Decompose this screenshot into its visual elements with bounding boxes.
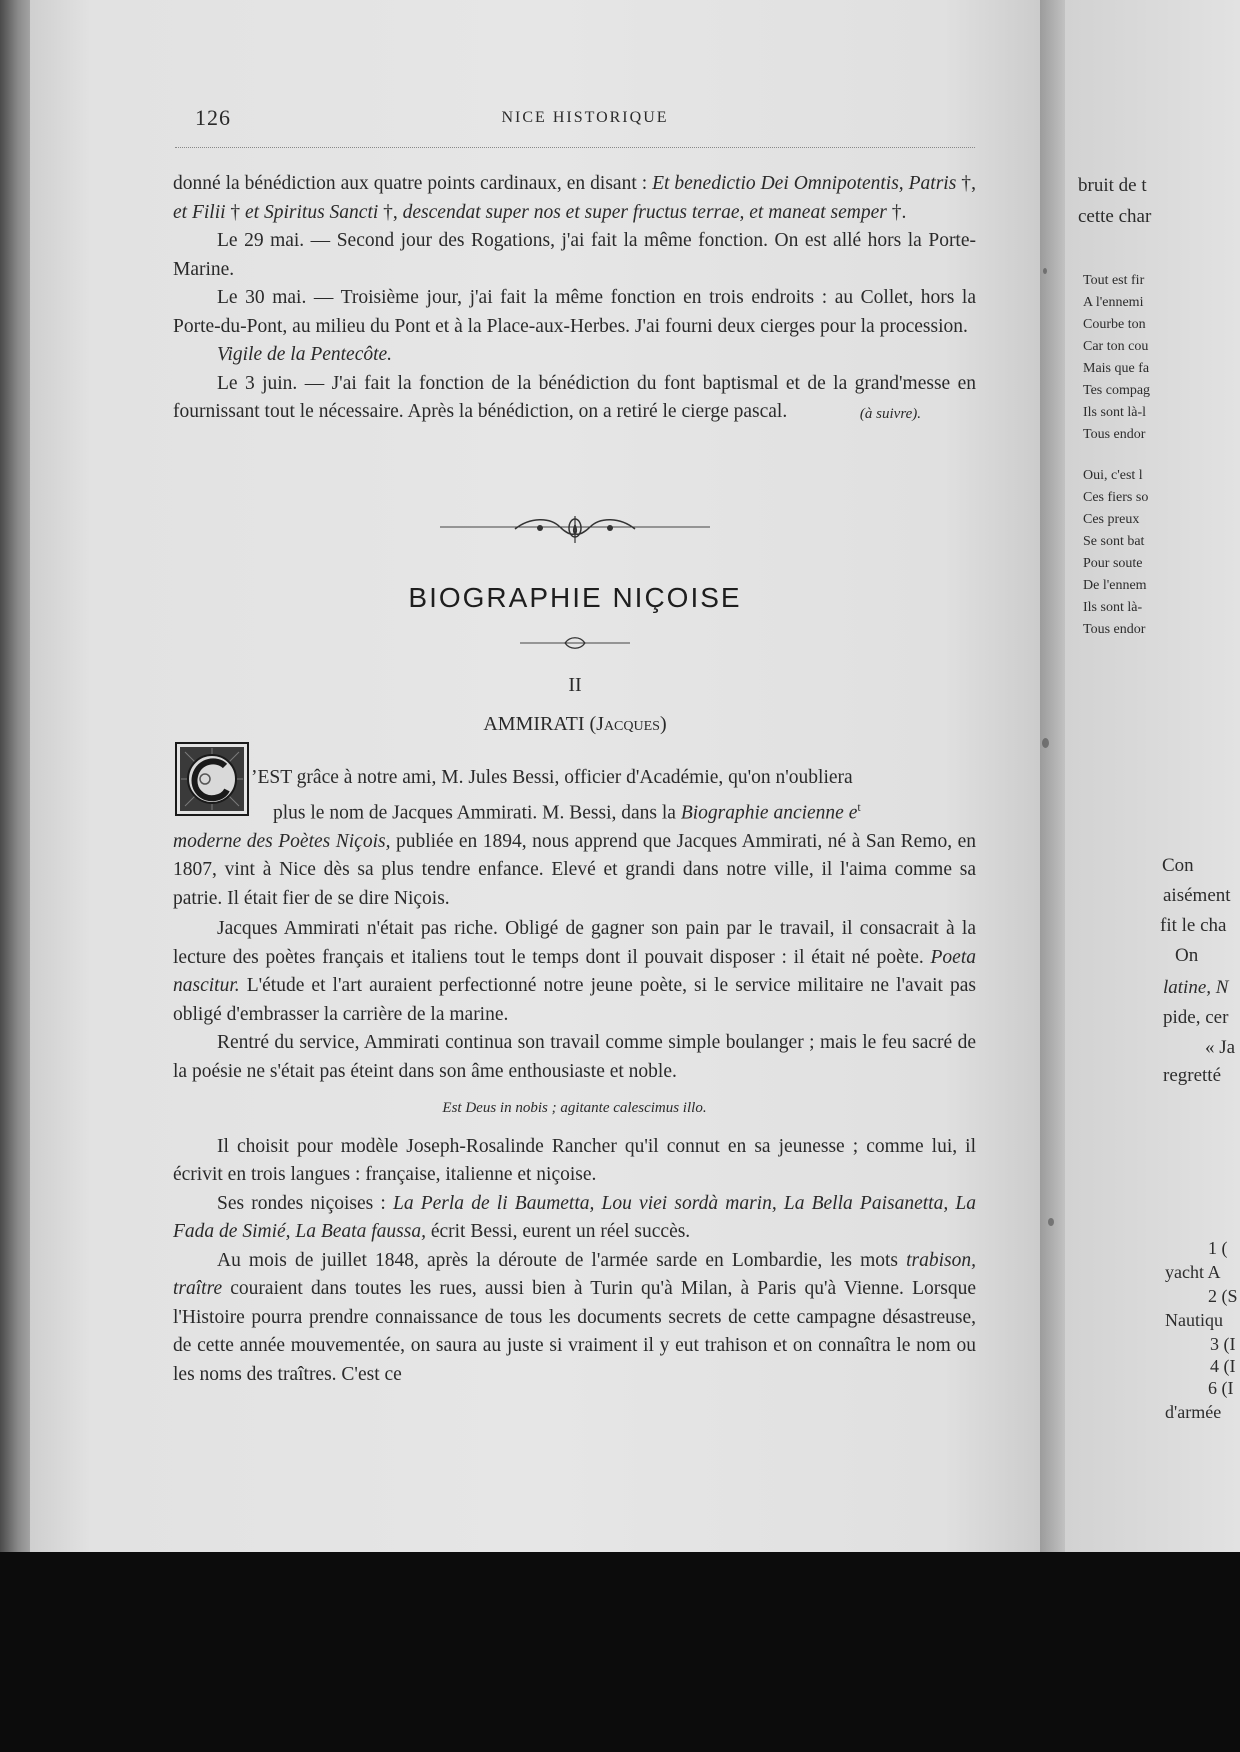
next-page-poem-1: Tout est fir A l'ennemi Courbe ton Car ton cou Mais que fa Tes compag Ils sont là-l Tous endor: [1083, 273, 1151, 442]
next-page-mid-1: Con: [1162, 855, 1194, 876]
next-page-poem-2: Oui, c'est l Ces fiers so Ces preux Se sont bat Pour soute De l'ennem Ils sont là- Tous endor: [1083, 468, 1149, 637]
page-header: [195, 105, 975, 135]
next-page-top: bruit de t cette char: [1078, 175, 1152, 227]
running-title: NICE HISTORIQUE: [501, 109, 669, 126]
next-page-note-7: 6 (I: [1208, 1378, 1234, 1398]
scan-background: [0, 1552, 1240, 1752]
biography-subject: AMMIRATI (JACQUES): [483, 713, 667, 735]
paragraph-1848: Au mois de juillet 1848, après la déroute de l'armée sarde en Lombardie, les mots trabison, traître couraient dans toutes les rues, aussi bien à Turin qu'à Milan, à Paris qu'à Vienne. Lorsque l'Histoire pourra prendre connaissance de tous les documents secrets de cette campagne désastreuse, de cette année mouvementée, on saura au juste si vraiment il y eut trahison et on connaîtra le nom ou les noms des traîtres. C'est ce: [173, 1249, 976, 1385]
paragraph-intro-line2: plus le nom de Jacques Ammirati. M. Bessi, dans la Biographie ancienne $e^t$: [273, 799, 861, 823]
paragraph-benediction: donné la bénédiction aux quatre points cardinaux, en disant : Et benedictio Dei Omnipotentis, Patris †, et Filii † et Spiritus Sancti †, descendat super nos et super fructus terrae, et maneat semper †.: [173, 173, 976, 223]
next-page-mid-3: fit le cha: [1160, 915, 1227, 936]
next-page-mid-5: latine, N: [1163, 977, 1229, 998]
next-page-note-8: d'armée: [1165, 1402, 1222, 1422]
small-divider: [520, 636, 630, 650]
next-page-note-4: Nautiqu: [1165, 1310, 1223, 1330]
header-rule: [175, 147, 975, 148]
next-page-note-6: 4 (I: [1210, 1356, 1236, 1376]
paragraph-29-mai: Le 29 mai. — Second jour des Rogations, j'ai fait la même fonction. On est allé hors la Porte-Marine.: [173, 230, 976, 280]
latin-quote: Est Deus in nobis ; agitante calescimus illo.: [442, 1100, 707, 1116]
paragraph-model: Il choisit pour modèle Joseph-Rosalinde Rancher qu'il connut en sa jeunesse ; comme lui, il écrivit en trois langues : française, italienne et niçoise.: [173, 1135, 976, 1185]
next-page-mid-6: pide, cer: [1163, 1007, 1229, 1028]
ornamental-divider: [440, 515, 710, 545]
next-page-note-1: 1 (: [1208, 1238, 1228, 1258]
next-page-mid-7: « Ja: [1205, 1037, 1236, 1058]
biography-text: [173, 764, 976, 1389]
scan-speck: [1042, 738, 1049, 748]
paragraph-intro-line1: ’EST grâce à notre ami, M. Jules Bessi, officier d'Académie, qu'on n'oubliera: [251, 767, 853, 788]
paragraph-30-mai: Le 30 mai. — Troisième jour, j'ai fait la même fonction en trois endroits : au Collet, hors la Porte-du-Pont, au milieu du Pont et à la Place-aux-Herbes. J'ai fourni deux cierges pour la procession.: [173, 287, 976, 337]
next-page-mid-2: aisément: [1163, 885, 1231, 906]
chapter-number: II: [568, 674, 582, 696]
next-page-note-3: 2 (S: [1208, 1286, 1238, 1306]
paragraph-3-juin: Le 3 juin. — J'ai fait la fonction de la bénédiction du font baptismal et de la grand'messe en fournissant tout le nécessaire. Après la bénédiction, on a retiré le cierge pascal. (à suivre).: [173, 370, 976, 427]
next-page-mid-8: regretté: [1163, 1065, 1222, 1086]
to-be-continued: (à suivre).: [859, 406, 921, 422]
paragraph-not-rich: Jacques Ammirati n'était pas riche. Obligé de gagner son pain par le travail, il consacrait à la lecture des poètes français et italiens tout le temps dont il pouvait disposer : il était né poète. Poeta nascitur. L'étude et l'art auraient perfectionné notre jeune poète, si le service militaire ne l'avait pas obligé d'embrasser la carrière de la marine.: [173, 918, 976, 1025]
next-page-mid-4: On: [1175, 945, 1199, 966]
paragraph-service: Rentré du service, Ammirati continua son travail comme simple boulanger ; mais le feu sacré de la poésie ne s'était pas éteint dans son âme enthousiaste et noble.: [173, 1032, 976, 1082]
section-title: BIOGRAPHIE NIÇOISE: [408, 582, 742, 613]
page-number: 126: [195, 105, 231, 130]
next-page-note-5: 3 (I: [1210, 1334, 1236, 1354]
continued-text: [173, 170, 976, 429]
paragraph-rondes: Ses rondes niçoises : La Perla de li Baumetta, Lou viei sordà marin, La Bella Paisanetta, La Fada de Simié, La Beata faussa, écrit Bessi, eurent un réel succès.: [173, 1192, 976, 1242]
paragraph-vigile: Vigile de la Pentecôte.: [217, 344, 393, 365]
scan-speck: [1043, 268, 1047, 274]
paragraph-intro-rest: moderne des Poètes Niçois, publiée en 1894, nous apprend que Jacques Ammirati, né à San Remo, en 1807, vint à Nice dès sa plus tendre enfance. Elevé et grandi dans notre ville, il l'aima comme sa patrie. Il était fier de se dire Niçois.: [173, 830, 976, 909]
next-page-note-2: yacht A: [1165, 1262, 1221, 1282]
scan-speck: [1048, 1218, 1054, 1226]
